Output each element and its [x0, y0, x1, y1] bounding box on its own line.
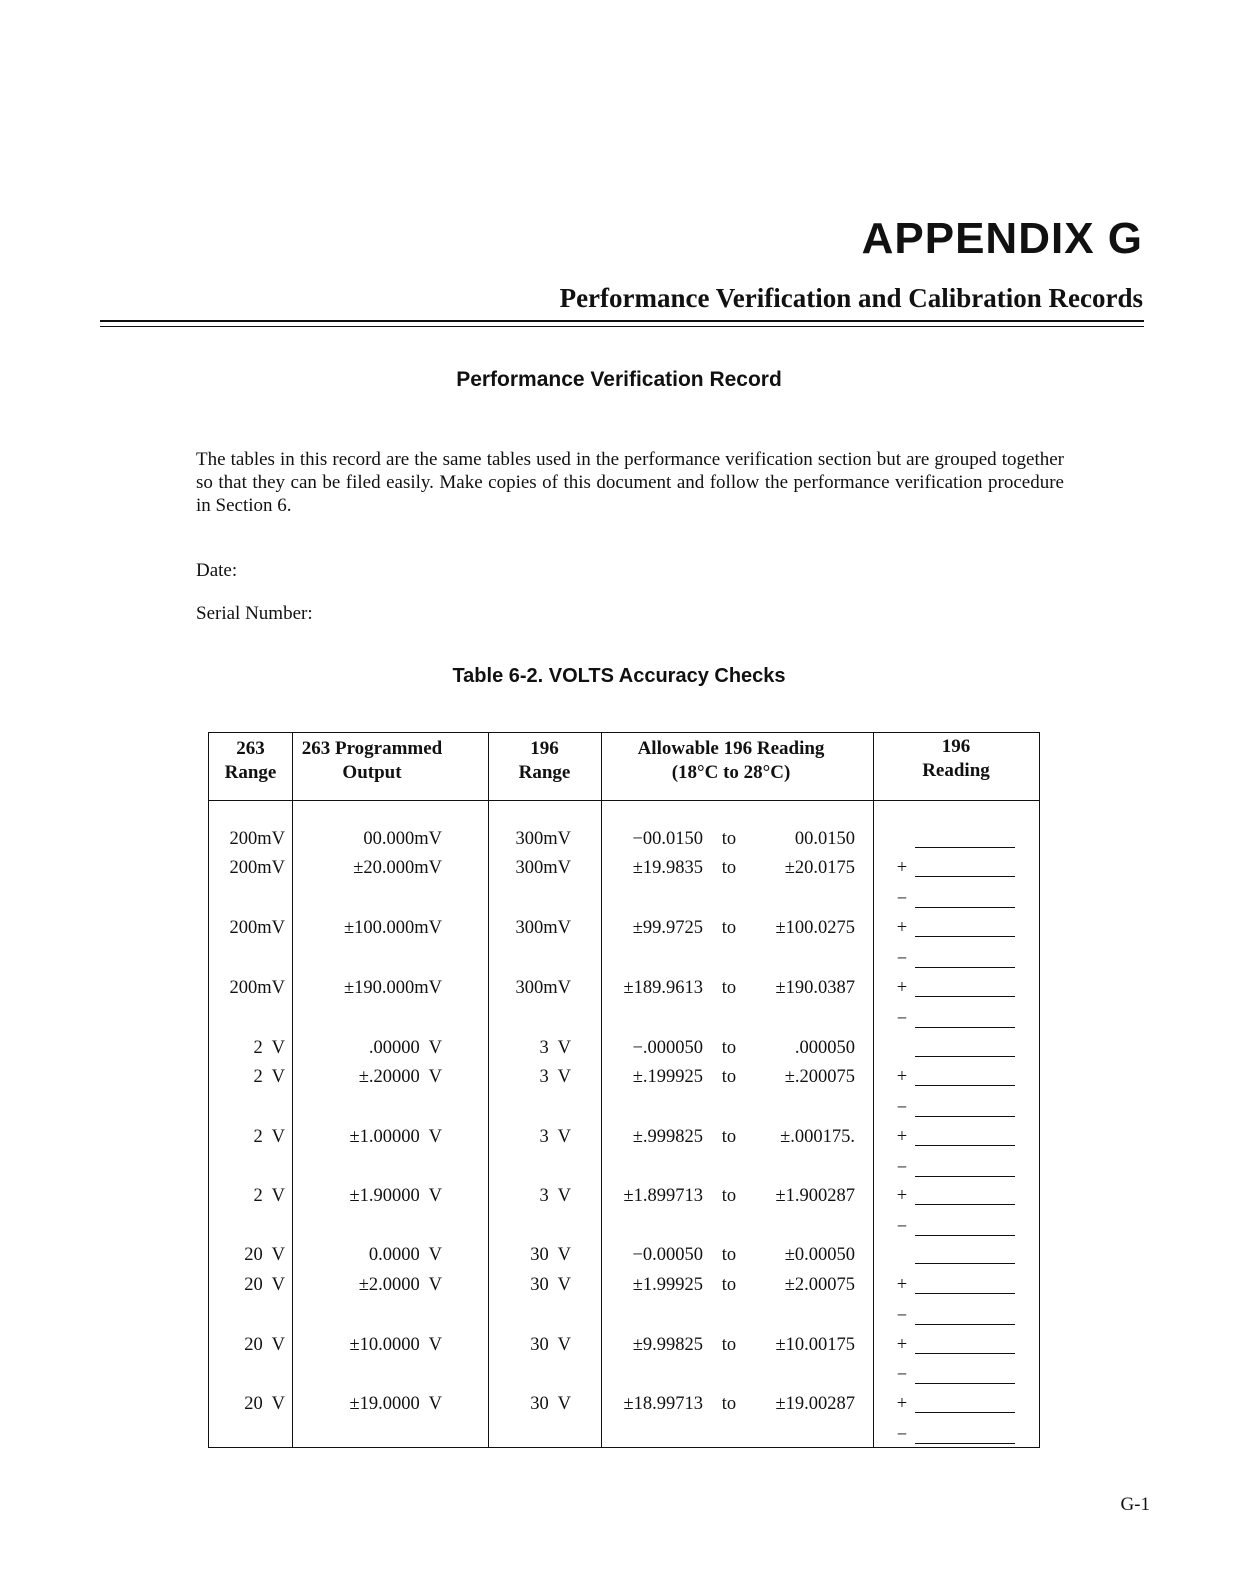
- reading-entry-line[interactable]: [915, 1145, 1015, 1146]
- header-line: 196: [530, 738, 559, 759]
- cell-to: to: [721, 1127, 737, 1147]
- polarity-sign: +: [896, 1394, 908, 1414]
- cell-allowable-high: ±1.900287: [775, 1186, 855, 1206]
- cell-to: to: [721, 1067, 737, 1087]
- table-row: [209, 886, 1039, 912]
- cell-263-range: 200mV: [229, 858, 285, 878]
- table-row: [209, 1006, 1039, 1032]
- cell-196-range: 30 V: [530, 1335, 571, 1355]
- reading-entry-line[interactable]: [915, 996, 1015, 997]
- reading-entry-line[interactable]: [915, 876, 1015, 877]
- volts-accuracy-table: [208, 732, 1040, 1448]
- cell-263-range: 2 V: [253, 1038, 285, 1058]
- polarity-sign: +: [896, 978, 908, 998]
- cell-programmed-output: ±.20000 V: [358, 1067, 442, 1087]
- intro-paragraph: The tables in this record are the same tables used in the performance verification section but are grouped together so that they can be filed easily. Make copies of this document and follow the performance verification procedure in Section 6.: [196, 449, 1064, 516]
- table-row: [209, 1035, 1039, 1061]
- reading-entry-line[interactable]: [915, 1085, 1015, 1086]
- serial-number-label: Serial Number:: [196, 603, 313, 624]
- cell-allowable-high: ±100.0275: [775, 918, 855, 938]
- table-row: [209, 946, 1039, 972]
- reading-entry-line[interactable]: [915, 847, 1015, 848]
- header-line: Allowable 196 Reading: [637, 738, 825, 759]
- polarity-sign: −: [896, 1425, 908, 1445]
- reading-entry-line[interactable]: [915, 1383, 1015, 1384]
- cell-allowable-low: −0.00050: [632, 1245, 703, 1265]
- header-196-range: [488, 737, 601, 785]
- header-263-range: [209, 737, 292, 785]
- header-line: 263: [236, 738, 265, 759]
- section-heading: Performance Verification Record: [456, 368, 782, 391]
- cell-allowable-low: −.000050: [632, 1038, 703, 1058]
- cell-to: to: [721, 1245, 737, 1265]
- table-row: [209, 1422, 1039, 1448]
- cell-to: to: [721, 918, 737, 938]
- table-row: [209, 1391, 1039, 1417]
- header-line: Range: [518, 762, 571, 783]
- table-row: [209, 855, 1039, 881]
- cell-programmed-output: ±1.90000 V: [349, 1186, 442, 1206]
- cell-allowable-high: ±10.00175: [775, 1335, 855, 1355]
- cell-programmed-output: .00000 V: [368, 1038, 442, 1058]
- polarity-sign: −: [896, 1009, 908, 1029]
- cell-to: to: [721, 978, 737, 998]
- cell-allowable-high: ±.000175.: [780, 1127, 855, 1147]
- cell-to: to: [721, 1275, 737, 1295]
- cell-allowable-low: ±1.99925: [632, 1275, 703, 1295]
- cell-programmed-output: ±2.0000 V: [358, 1275, 442, 1295]
- polarity-sign: +: [896, 1335, 908, 1355]
- cell-allowable-low: ±189.9613: [623, 978, 703, 998]
- title-rule-thick: [100, 320, 1144, 322]
- cell-196-range: 3 V: [539, 1186, 571, 1206]
- reading-entry-line[interactable]: [915, 1412, 1015, 1413]
- appendix-title: APPENDIX G: [861, 214, 1143, 263]
- table-row: [209, 1064, 1039, 1090]
- page-subtitle: Performance Verification and Calibration Records: [559, 283, 1143, 313]
- table-caption: Table 6-2. VOLTS Accuracy Checks: [452, 665, 786, 687]
- cell-allowable-low: −00.0150: [632, 829, 703, 849]
- header-line: (18°C to 28°C): [671, 762, 791, 783]
- cell-263-range: 2 V: [253, 1127, 285, 1147]
- polarity-sign: −: [896, 1098, 908, 1118]
- polarity-sign: +: [896, 858, 908, 878]
- header-line: 196: [941, 736, 971, 757]
- cell-196-range: 30 V: [530, 1245, 571, 1265]
- reading-entry-line[interactable]: [915, 1235, 1015, 1236]
- cell-196-range: 3 V: [539, 1038, 571, 1058]
- cell-allowable-low: ±99.9725: [632, 918, 703, 938]
- reading-entry-line[interactable]: [915, 1443, 1015, 1444]
- header-263-programmed-output: [292, 737, 452, 785]
- reading-entry-line[interactable]: [915, 1176, 1015, 1177]
- cell-263-range: 200mV: [229, 829, 285, 849]
- table-row: [209, 1214, 1039, 1240]
- cell-196-range: 300mV: [515, 918, 571, 938]
- reading-entry-line[interactable]: [915, 936, 1015, 937]
- header-line: Output: [342, 762, 402, 783]
- cell-196-range: 30 V: [530, 1275, 571, 1295]
- header-196-reading: [873, 735, 1039, 783]
- cell-programmed-output: 0.0000 V: [368, 1245, 442, 1265]
- table-row: [209, 1303, 1039, 1329]
- cell-to: to: [721, 829, 737, 849]
- cell-196-range: 30 V: [530, 1394, 571, 1414]
- cell-to: to: [721, 1335, 737, 1355]
- cell-programmed-output: ±19.0000 V: [349, 1394, 442, 1414]
- cell-to: to: [721, 858, 737, 878]
- table-row: [209, 1155, 1039, 1181]
- cell-programmed-output: 00.000mV: [363, 829, 442, 849]
- table-row: [209, 826, 1039, 852]
- table-row: [209, 1095, 1039, 1121]
- reading-entry-line[interactable]: [915, 1116, 1015, 1117]
- cell-263-range: 2 V: [253, 1067, 285, 1087]
- table-row: [209, 915, 1039, 941]
- reading-entry-line[interactable]: [915, 967, 1015, 968]
- cell-263-range: 20 V: [244, 1394, 285, 1414]
- cell-196-range: 3 V: [539, 1127, 571, 1147]
- cell-263-range: 2 V: [253, 1186, 285, 1206]
- reading-entry-line[interactable]: [915, 1204, 1015, 1205]
- cell-allowable-low: ±.999825: [632, 1127, 703, 1147]
- cell-to: to: [721, 1186, 737, 1206]
- table-row: [209, 1124, 1039, 1150]
- cell-allowable-high: 00.0150: [794, 829, 855, 849]
- polarity-sign: +: [896, 1067, 908, 1087]
- cell-programmed-output: ±190.000mV: [343, 978, 442, 998]
- cell-196-range: 3 V: [539, 1067, 571, 1087]
- cell-to: to: [721, 1038, 737, 1058]
- reading-entry-line[interactable]: [915, 1056, 1015, 1057]
- table-row: [209, 1183, 1039, 1209]
- cell-programmed-output: ±10.0000 V: [349, 1335, 442, 1355]
- table-row: [209, 1272, 1039, 1298]
- cell-allowable-high: ±0.00050: [784, 1245, 855, 1265]
- polarity-sign: −: [896, 889, 908, 909]
- page-number: G-1: [1120, 1494, 1150, 1515]
- cell-196-range: 300mV: [515, 858, 571, 878]
- cell-allowable-low: ±.199925: [632, 1067, 703, 1087]
- polarity-sign: +: [896, 918, 908, 938]
- cell-263-range: 200mV: [229, 918, 285, 938]
- polarity-sign: +: [896, 1186, 908, 1206]
- cell-allowable-high: ±190.0387: [775, 978, 855, 998]
- cell-263-range: 20 V: [244, 1245, 285, 1265]
- header-line: Reading: [922, 760, 990, 781]
- cell-allowable-low: ±9.99825: [632, 1335, 703, 1355]
- date-label: Date:: [196, 560, 238, 581]
- cell-263-range: 20 V: [244, 1275, 285, 1295]
- table-row: [209, 1332, 1039, 1358]
- table-row: [209, 975, 1039, 1001]
- cell-196-range: 300mV: [515, 829, 571, 849]
- reading-entry-line[interactable]: [915, 1263, 1015, 1264]
- cell-programmed-output: ±100.000mV: [343, 918, 442, 938]
- reading-entry-line[interactable]: [915, 1324, 1015, 1325]
- polarity-sign: −: [896, 1306, 908, 1326]
- cell-allowable-high: ±20.0175: [784, 858, 855, 878]
- cell-196-range: 300mV: [515, 978, 571, 998]
- polarity-sign: −: [896, 1365, 908, 1385]
- cell-programmed-output: ±20.000mV: [353, 858, 442, 878]
- polarity-sign: +: [896, 1275, 908, 1295]
- cell-allowable-high: ±.200075: [784, 1067, 855, 1087]
- cell-allowable-low: ±18.99713: [623, 1394, 703, 1414]
- header-line: 263 Programmed: [301, 738, 443, 759]
- table-row: [209, 1242, 1039, 1268]
- polarity-sign: −: [896, 1217, 908, 1237]
- header-line: Range: [224, 762, 277, 783]
- cell-to: to: [721, 1394, 737, 1414]
- reading-entry-line[interactable]: [915, 907, 1015, 908]
- reading-entry-line[interactable]: [915, 1027, 1015, 1028]
- polarity-sign: +: [896, 1127, 908, 1147]
- reading-entry-line[interactable]: [915, 1353, 1015, 1354]
- reading-entry-line[interactable]: [915, 1293, 1015, 1294]
- cell-allowable-low: ±19.9835: [632, 858, 703, 878]
- cell-allowable-low: ±1.899713: [623, 1186, 703, 1206]
- header-divider: [209, 800, 1039, 801]
- table-row: [209, 1362, 1039, 1388]
- title-rule-thin: [100, 326, 1144, 327]
- cell-263-range: 200mV: [229, 978, 285, 998]
- cell-allowable-high: ±19.00287: [775, 1394, 855, 1414]
- cell-allowable-high: ±2.00075: [784, 1275, 855, 1295]
- header-allowable-reading: [601, 737, 861, 785]
- cell-programmed-output: ±1.00000 V: [349, 1127, 442, 1147]
- polarity-sign: −: [896, 949, 908, 969]
- cell-allowable-high: .000050: [794, 1038, 855, 1058]
- polarity-sign: −: [896, 1158, 908, 1178]
- cell-263-range: 20 V: [244, 1335, 285, 1355]
